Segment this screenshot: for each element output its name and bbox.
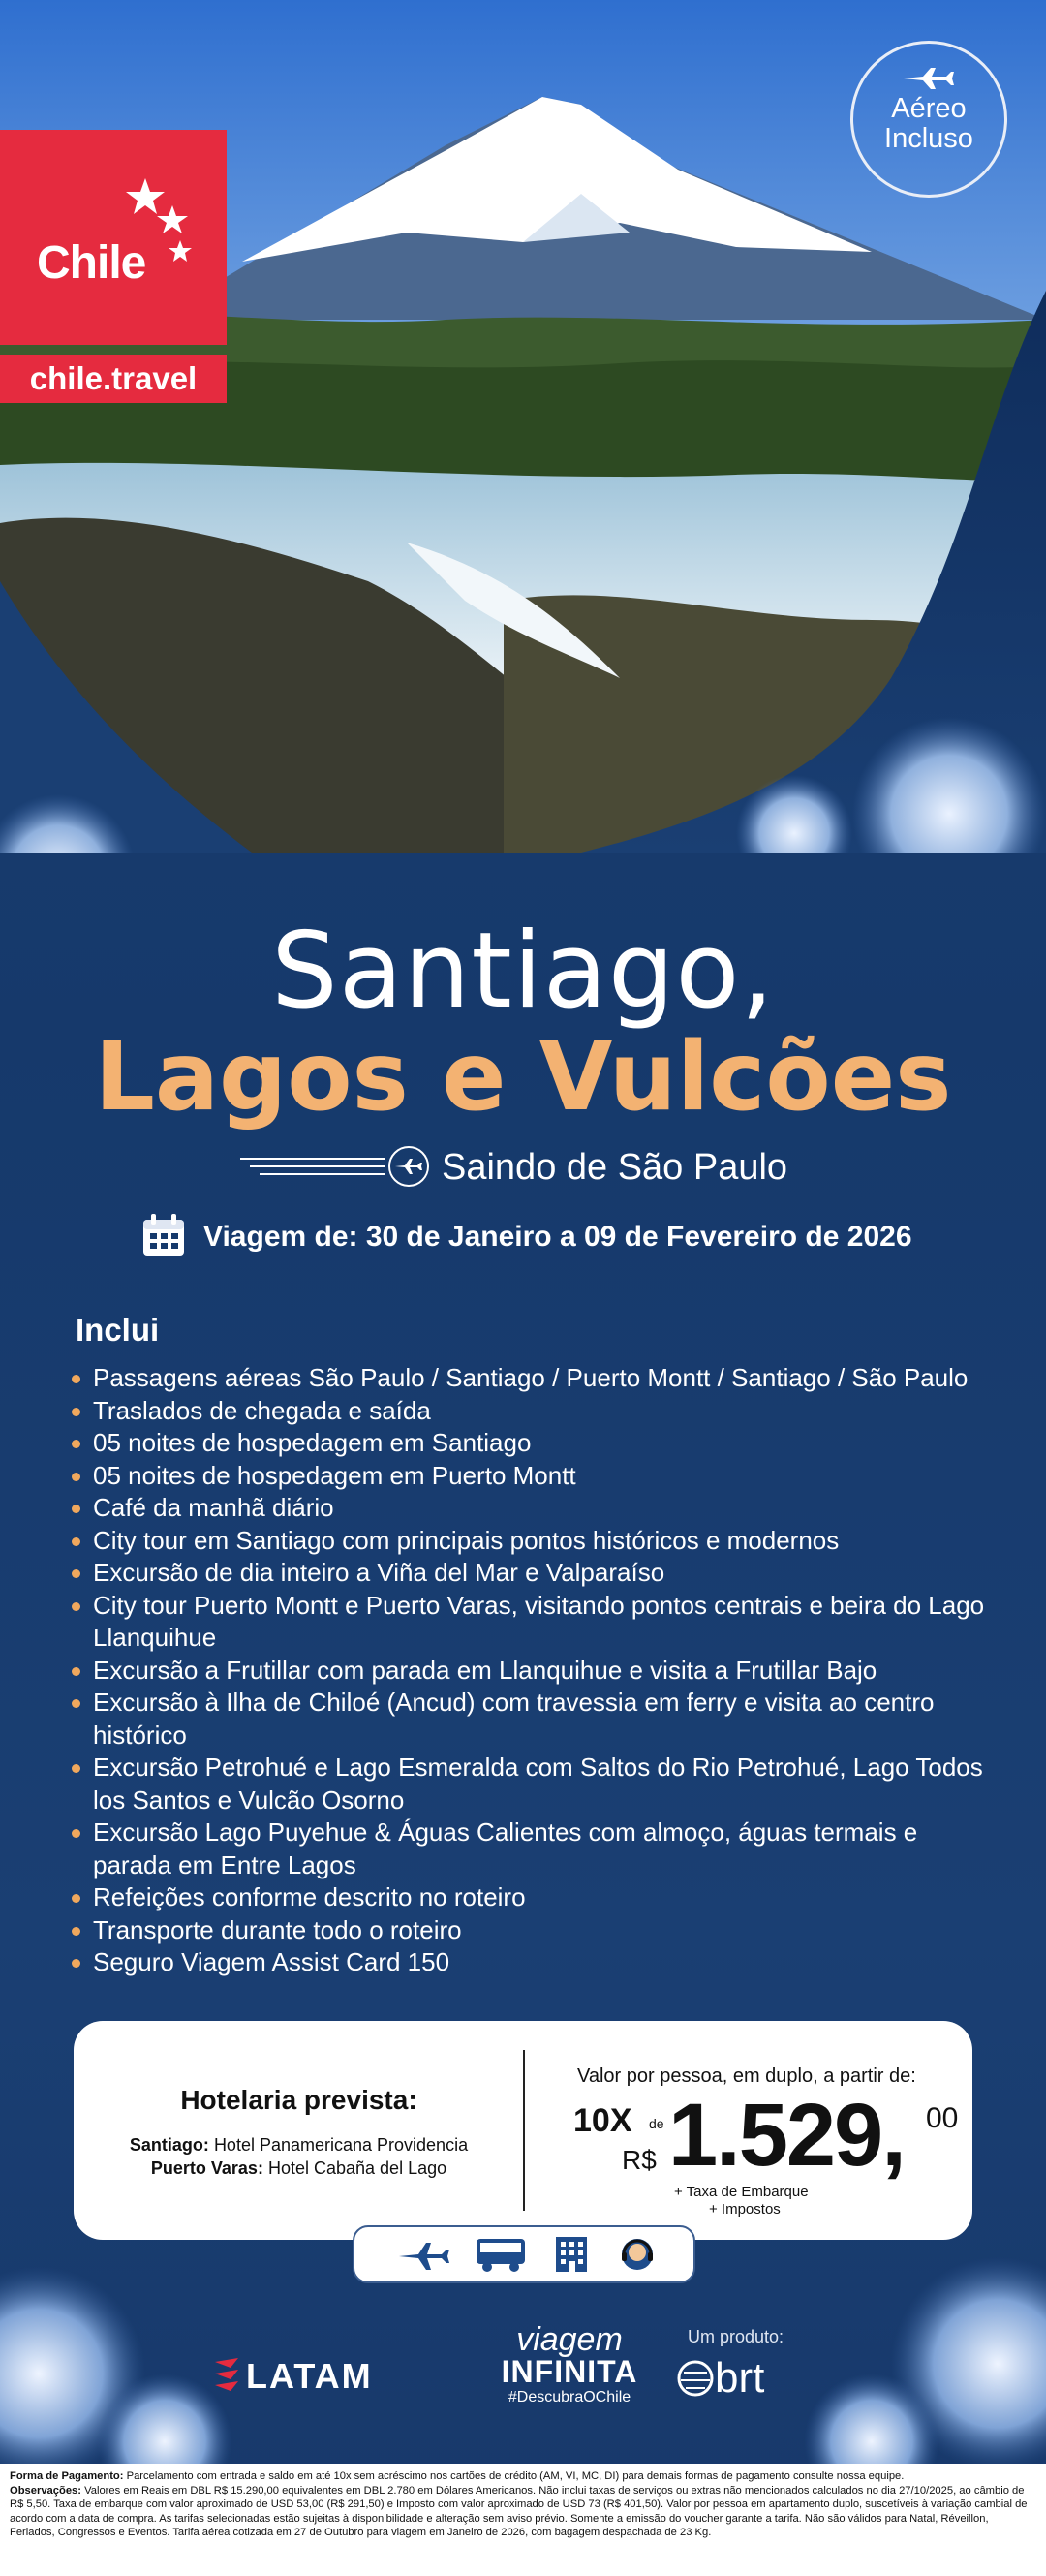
chile-logo — [0, 130, 227, 345]
services-icon-bar — [353, 2225, 695, 2283]
speed-lines-icon — [240, 1153, 395, 1182]
include-item: Excursão de dia inteiro a Viña del Mar e Valparaíso — [70, 1557, 990, 1590]
brt-wordmark: brt — [676, 2354, 764, 2403]
price-amount: 1.529, — [668, 2086, 905, 2185]
includes-list — [70, 1362, 990, 1979]
viagem-word: viagem — [516, 2321, 623, 2358]
airplane-circle-icon — [387, 1145, 430, 1188]
tax-line2: + Impostos — [709, 2201, 781, 2218]
hotel-row: Santiago: Hotel Panamericana Providencia — [129, 2135, 469, 2155]
logo-url[interactable]: chile.travel — [0, 355, 227, 403]
departure-row — [240, 1141, 821, 1195]
airplane-icon — [397, 2235, 451, 2279]
latam-mark-icon — [213, 2356, 242, 2395]
badge-line1: Aéreo — [891, 93, 967, 124]
air-included-badge — [850, 41, 1007, 198]
currency: R$ — [622, 2145, 657, 2175]
hotel-row: Puerto Varas: Hotel Cabaña del Lago — [150, 2158, 447, 2178]
include-item: Seguro Viagem Assist Card 150 — [70, 1946, 990, 1979]
observations: Observações: Valores em Reais em DBL R$ 15.290,00 equivalentes em DBL 2.780 em Dólares Americanos. Não inclui taxas de serviços ou extras não mencionados calculados no dia 27/10/2025, ao câmbio de R$ 5,50. Taxa de embarque com valor aproximado de USD 53,00 (R$ 291,50) e Imposto com valor aproximado de USD 73 (R$ 401,50). Valor por pessoa em apartamento duplo, suscetíveis à variação cambial de acordo com a data de compra. As tarifas selecionadas estão sujeitas à disponibilidade e alteração sem aviso prévio. Somente a emissão do voucher garante a tarifa. Não são válidos para Natal, Réveillon, Feriados, Congressos e Eventos. Tarifa aérea cotizada em 27 de Outubro para viagem em Janeiro de 2026, com bagagem despachada de 23 Kg. — [10, 2484, 1028, 2538]
hotel-icon — [552, 2235, 591, 2279]
calendar-icon — [141, 1213, 186, 1257]
viagem-infinita-logo — [482, 2323, 657, 2408]
include-item: Excursão a Frutillar com parada em Llanquihue e visita a Frutillar Bajo — [70, 1655, 990, 1688]
badge-line2: Incluso — [884, 123, 973, 154]
price-cents: 00 — [926, 2102, 959, 2134]
support-agent-icon — [618, 2235, 657, 2279]
include-item: Traslados de chegada e saída — [70, 1395, 990, 1428]
payment-terms: Forma de Pagamento: Parcelamento com entrada e saldo em até 10x sem acréscimo nos cartões de crédito (AM, VI, MC, DI) para demais formas de pagamento consulte nossa equipe. — [10, 2470, 905, 2482]
departure-text: Saindo de São Paulo — [442, 1147, 788, 1188]
footer-terms — [0, 2464, 1046, 2576]
bus-icon — [475, 2235, 527, 2279]
title-line2: Lagos e Vulcões — [94, 1022, 952, 1133]
hashtag: #DescubraOChile — [508, 2389, 631, 2405]
include-item: Excursão Lago Puyehue & Águas Calientes com almoço, águas termais e parada em Entre Lagos — [70, 1816, 990, 1881]
include-item: Café da manhã diário — [70, 1492, 990, 1525]
include-item: Transporte durante todo o roteiro — [70, 1914, 990, 1947]
price-label: Valor por pessoa, em duplo, a partir de: — [577, 2065, 916, 2087]
hotels-title: Hotelaria prevista: — [180, 2085, 417, 2115]
latam-logo: LATAM — [246, 2356, 373, 2397]
price-card — [74, 2021, 972, 2240]
installments-de: de — [649, 2116, 664, 2131]
airplane-icon — [902, 67, 956, 90]
include-item: City tour Puerto Montt e Puerto Varas, visitando pontos centrais e beira do Lago Llanquihue — [70, 1590, 990, 1655]
installments: 10X — [573, 2102, 632, 2139]
include-item: 05 noites de hospedagem em Puerto Montt — [70, 1460, 990, 1493]
includes-title: Inclui — [76, 1312, 160, 1348]
card-divider — [523, 2050, 525, 2211]
title-line1: Santiago, — [271, 911, 775, 1032]
infinita-word: INFINITA — [501, 2354, 638, 2389]
include-item: 05 noites de hospedagem em Santiago — [70, 1427, 990, 1460]
trip-dates: Viagem de: 30 de Janeiro a 09 de Fevereiro de 2026 — [203, 1221, 912, 1253]
include-item: Passagens aéreas São Paulo / Santiago / Puerto Montt / Santiago / São Paulo — [70, 1362, 990, 1395]
globe-icon — [676, 2359, 715, 2398]
include-item: City tour em Santiago com principais pontos históricos e modernos — [70, 1525, 990, 1558]
logo-word: Chile — [37, 237, 146, 289]
include-item: Excursão Petrohué e Lago Esmeralda com Saltos do Rio Petrohué, Lago Todos los Santos e Vulcão Osorno — [70, 1752, 990, 1816]
produto-label: Um produto: — [688, 2327, 784, 2346]
include-item: Refeições conforme descrito no roteiro — [70, 1881, 990, 1914]
tax-line1: + Taxa de Embarque — [674, 2184, 809, 2200]
include-item: Excursão à Ilha de Chiloé (Ancud) com travessia em ferry e visita ao centro histórico — [70, 1687, 990, 1752]
